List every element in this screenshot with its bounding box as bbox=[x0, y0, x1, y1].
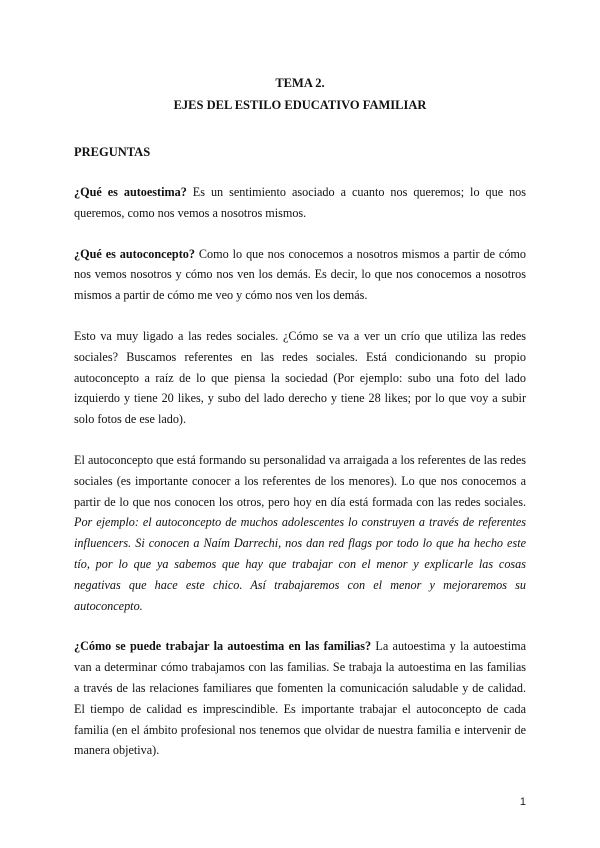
answer-familias: La autoestima y la autoestima van a determinar cómo trabajamos con las familias. Se trabaja la autoestima en las familias a través de las relaciones familiares que fomenten la comunicación saludable y de calidad. El tiempo de calidad es imprescindible. Es importante trabajar el autoconcepto de cada familia (en el ámbito profesional nos tenemos que olvidar de nuestra familia e intervenir de manera objetiva). bbox=[74, 639, 526, 758]
question-autoestima: ¿Qué es autoestima? bbox=[74, 185, 187, 199]
paragraph-familias bbox=[74, 636, 526, 761]
paragraph-referentes bbox=[74, 450, 526, 616]
answer-autoconcepto: Como lo que nos conocemos a nosotros mismos a partir de cómo nos vemos nosotros y cómo nos ven los demás. Es decir, lo que nos conocemos a nosotros mismos a partir de cómo me veo y cómo nos ven los demás. bbox=[74, 246, 527, 303]
document-title-line1: TEMA 2. bbox=[275, 76, 325, 90]
page-number: 1 bbox=[519, 796, 526, 808]
section-heading: PREGUNTAS bbox=[74, 145, 151, 159]
paragraph-autoconcepto bbox=[74, 244, 526, 306]
paragraph-redes-sociales bbox=[74, 326, 526, 430]
document-title-line2: EJES DEL ESTILO EDUCATIVO FAMILIAR bbox=[173, 98, 427, 112]
paragraph-referentes-example: Por ejemplo: el autoconcepto de muchos adolescentes lo construyen a través de referentes influencers. Si conocen a Naím Darrechi, nos dan red flags por todo lo que ha hecho este tío, por lo que ya sabemos que hay que trabajar con el menor y explicarle las cosas negativas que hace este chico. Así trabajaremos con el menor y mejoraremos su autoconcepto. bbox=[74, 515, 526, 613]
document-page bbox=[74, 72, 526, 761]
question-autoconcepto: ¿Qué es autoconcepto? bbox=[74, 246, 195, 261]
paragraph-referentes-text: El autoconcepto que está formando su personalidad va arraigada a los referentes de las redes sociales (es importante conocer a los referentes de los menores). Lo que nos conocemos a partir de lo que nos conocen los otros, pero hoy en día está formada con las redes sociales. bbox=[74, 452, 526, 509]
question-familias: ¿Cómo se puede trabajar la autoestima en las familias? bbox=[74, 639, 372, 654]
answer-autoestima: Es un sentimiento asociado a cuanto nos queremos; lo que nos queremos, como nos vemos a nosotros mismos. bbox=[74, 185, 527, 220]
paragraph-redes-sociales-text: Esto va muy ligado a las redes sociales. ¿Cómo se va a ver un crío que utiliza las redes sociales? Buscamos referentes en las redes sociales. Está condicionando su propio autoconcepto a raíz de lo que piensa la sociedad (Por ejemplo: subo una foto del lado izquierdo y tiene 20 likes, y subo del lado derecho y tiene 28 likes; por lo que voy a subir solo fotos de ese lado). bbox=[74, 328, 526, 427]
paragraph-autoestima bbox=[74, 182, 526, 224]
title-block bbox=[74, 72, 526, 116]
